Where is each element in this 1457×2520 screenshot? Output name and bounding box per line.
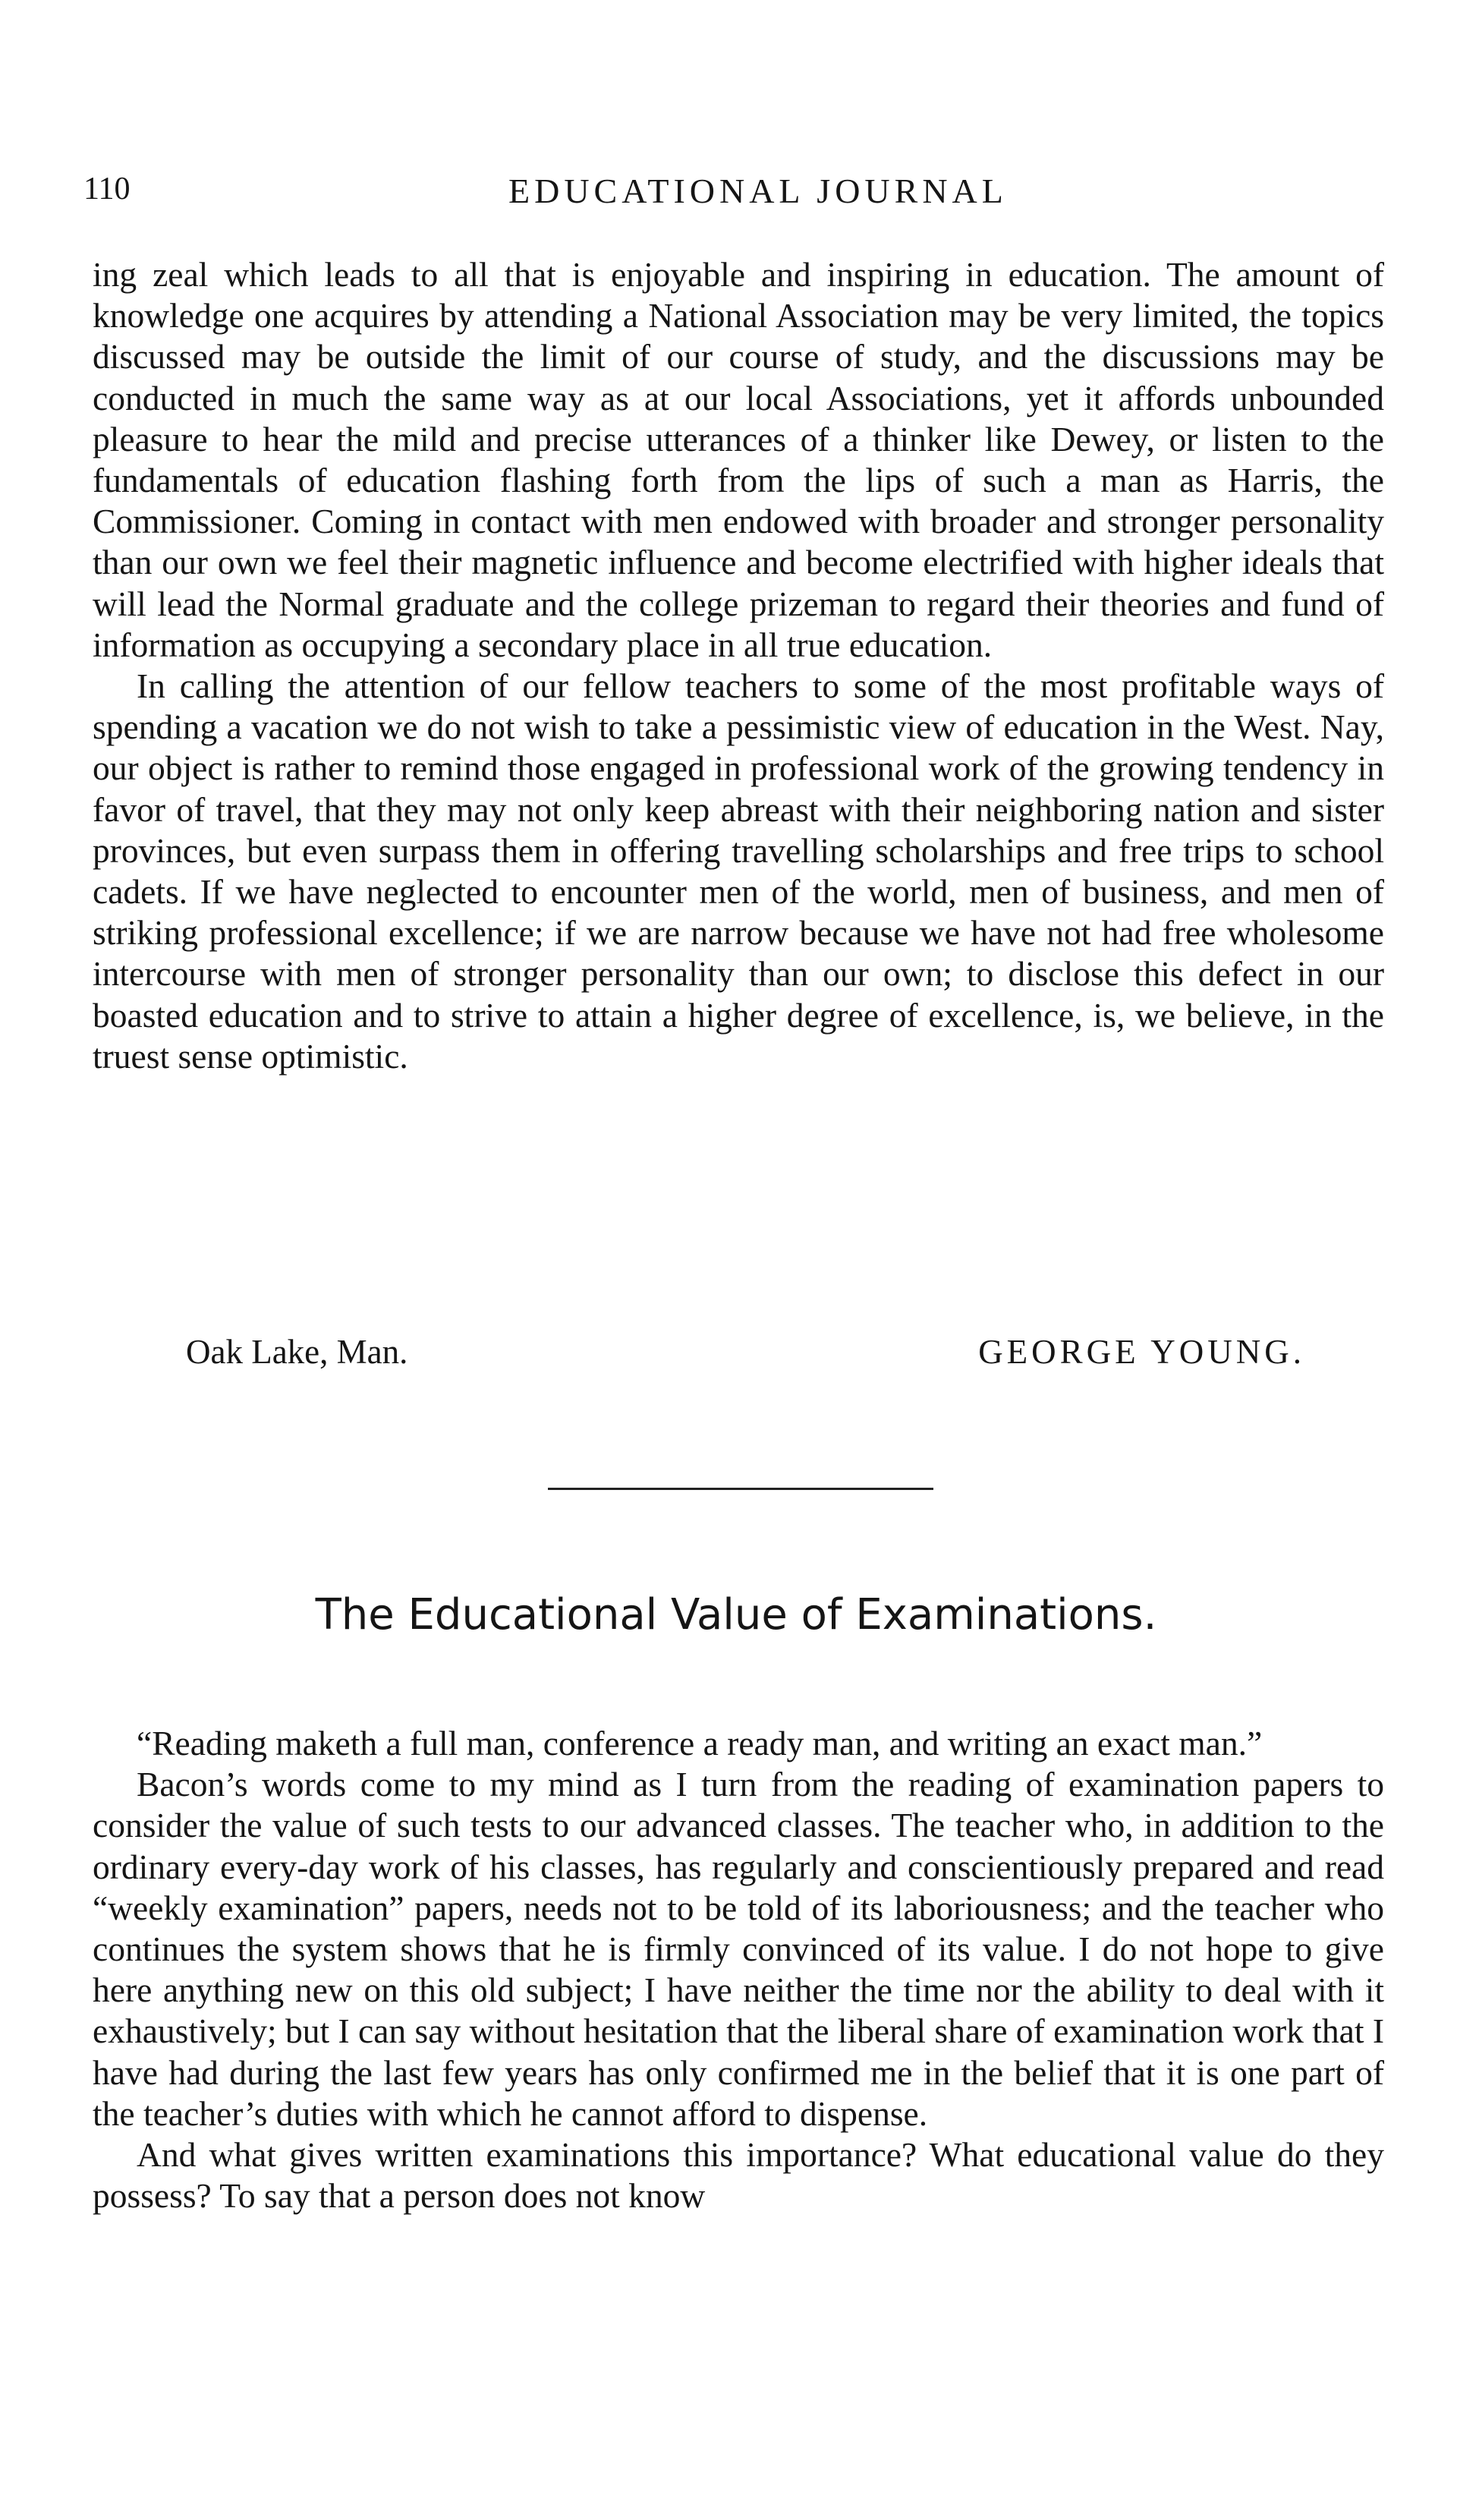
- signoff-author: GEORGE YOUNG.: [978, 1333, 1305, 1371]
- letter-signoff: [186, 1332, 1305, 1378]
- page-header: [83, 171, 1374, 216]
- epigraph: “Reading maketh a full man, conference a ready man, and writing an exact man.”: [137, 1724, 1263, 1762]
- article-body: [93, 1723, 1384, 2216]
- signoff-place: Oak Lake, Man.: [186, 1333, 408, 1371]
- letter-body: [93, 254, 1384, 1077]
- paragraph: ing zeal which leads to all that is enjoyable and inspiring in education. The amount of knowledge one acquires by attending a National Association may be very limited, the topics discussed may be outside the limit of our course of study, and the discussions may be conducted in much the same way as at our local Associations, yet it affords unbounded pleasure to hear the mild and precise utterances of a thinker like Dewey, or listen to the fundamentals of education flashing forth from the lips of such a man as Harris, the Commissioner. Coming in contact with men endowed with broader and stronger personality than our own we feel their magnetic influence and become electrified with higher ideals that will lead the Normal graduate and the college prizeman to regard their theories and fund of information as occupying a secondary place in all true education.: [93, 255, 1384, 664]
- running-head: EDUCATIONAL JOURNAL: [508, 172, 1008, 210]
- article-title: The Educational Value of Examinations.: [315, 1590, 1157, 1640]
- page-number: 110: [83, 172, 131, 206]
- section-divider: [548, 1488, 933, 1490]
- paragraph: Bacon’s words come to my mind as I turn from the reading of examination papers to consider the value of such tests to our advanced classes. The teacher who, in addition to the ordinary every-day work of his classes, has regularly and conscientiously prepared and read “weekly examination” papers, needs not to be told of its laboriousness; and the teacher who continues the system shows that he is firmly convinced of its value. I do not hope to give here anything new on this old subject; I have neither the time nor the ability to deal with it exhaustively; but I can say without hesitation that the liberal share of examination work that I have had during the last few years has only confirmed me in the belief that it is one part of the teacher’s duties with which he cannot afford to dispense.: [93, 1765, 1384, 2133]
- paragraph: In calling the attention of our fellow teachers to some of the most profitable ways of spending a vacation we do not wish to take a pessimistic view of education in the West. Nay, our object is rather to remind those engaged in professional work of the growing tendency in favor of travel, that they may not only keep abreast with their neighboring nation and sister provinces, but even surpass them in offering travelling scholarships and free trips to school cadets. If we have neglected to encounter men of the world, men of business, and men of striking professional excellence; if we are narrow because we have not had free wholesome intercourse with men of stronger personality than our own; to disclose this defect in our boasted education and to strive to attain a higher degree of excellence, is, we believe, in the truest sense optimistic.: [93, 666, 1384, 1076]
- paragraph: And what gives written examinations this importance? What educational value do they possess? To say that a person does not know: [93, 2135, 1384, 2216]
